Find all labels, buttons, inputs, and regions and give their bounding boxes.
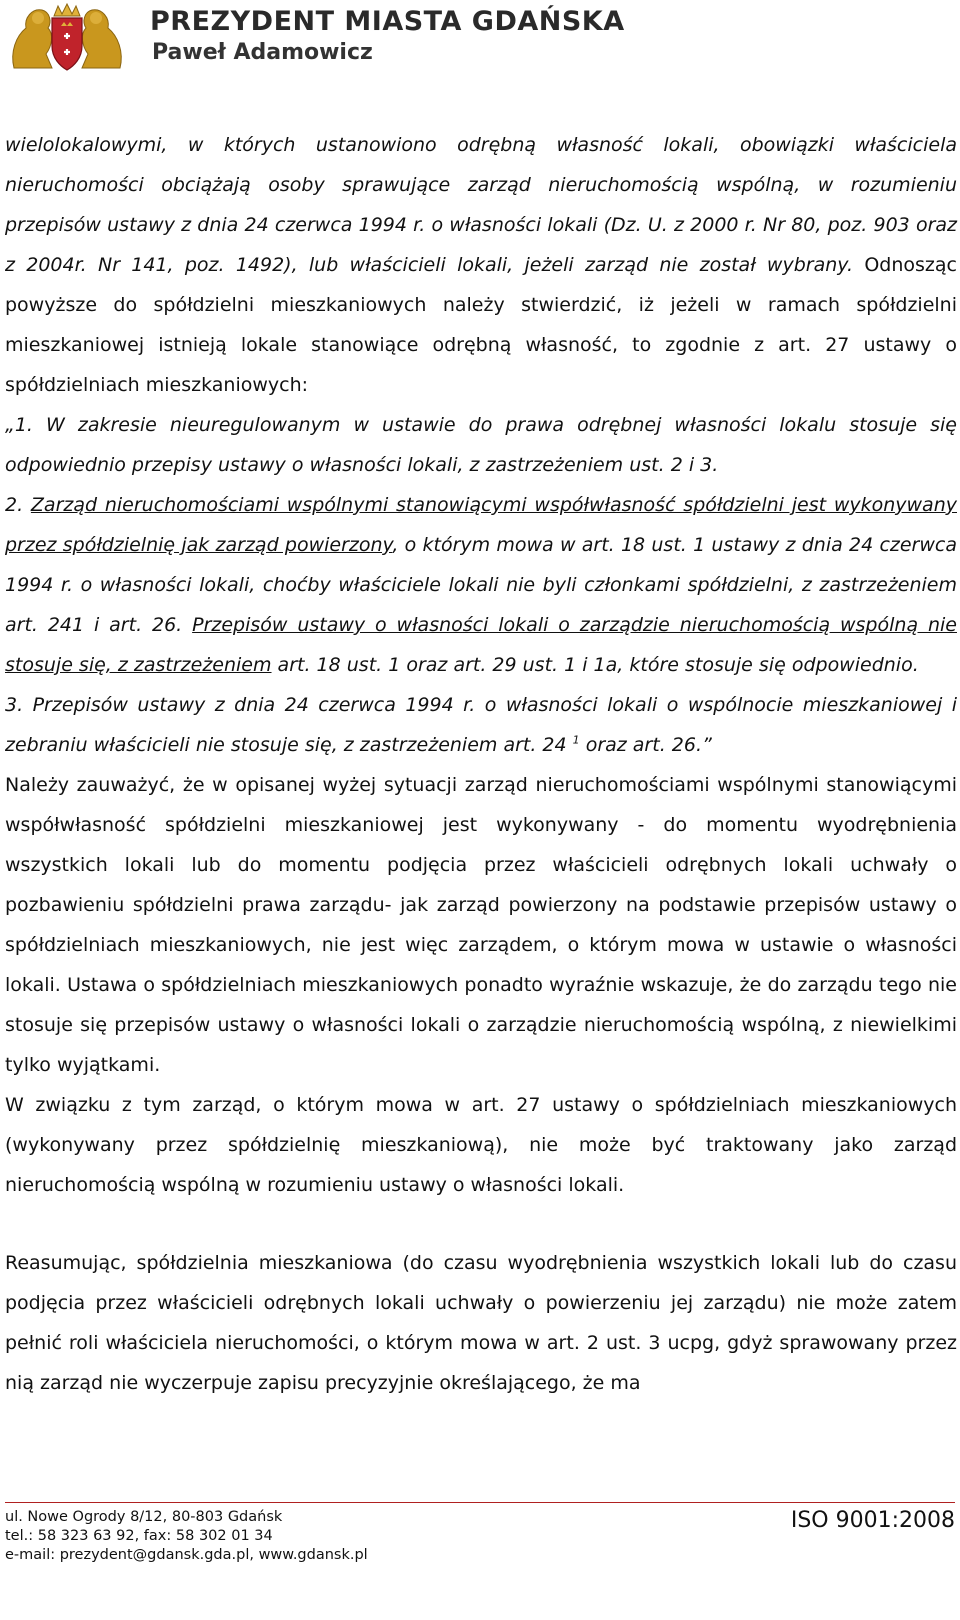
letter-body: [5, 125, 957, 1403]
footer-address-line: ul. Nowe Ogrody 8/12, 80-803 Gdańsk: [5, 1509, 283, 1525]
quote-point-3-main: 3. Przepisów ustawy z dnia 24 czerwca 1994 r. o własności lokali o wspólnocie mieszkaniowej i zebraniu właścicieli nie stosuje się, z zastrzeżeniem art. 24: [5, 694, 957, 756]
paragraph-1: [5, 125, 957, 405]
paragraph-1-italic: wielolokalowymi, w których ustanowiono odrębną własność lokali, obowiązki właściciela nieruchomości obciążają osoby sprawujące zarząd nieruchomością wspólną, w rozumieniu przepisów ustawy z dnia 24 czerwca 1994 r. o własności lokali (Dz. U. z 2000 r. Nr 80, poz. 903 oraz z 2004r. Nr 141, poz. 1492), lub właścicieli lokali, jeżeli zarząd nie został wybrany.: [5, 134, 957, 276]
quote-point-2-number: 2.: [5, 494, 31, 516]
quote-point-2-underlined-1: Zarząd nieruchomościami wspólnymi stanowiącymi współwłasność spółdzielni jest wykonywany przez spółdzielnię jak zarząd powierzony: [5, 494, 957, 556]
quote-point-1: „1. W zakresie nieuregulowanym w ustawie do prawa odrębnej własności lokalu stosuje się odpowiednio przepisy ustawy o własności lokali, z zastrzeżeniem ust. 2 i 3.: [5, 414, 957, 476]
quote-point-2-end: art. 18 ust. 1 oraz art. 29 ust. 1 i 1a, które stosuje się odpowiednio.: [271, 654, 919, 676]
quote-point-3-superscript: 1: [572, 733, 580, 747]
iso-certification: ISO 9001:2008: [790, 1508, 955, 1533]
quote-point-3-end: oraz art. 26.”: [579, 734, 712, 756]
paragraph-1-rest: Odnosząc powyższe do spółdzielni mieszkaniowych należy stwierdzić, iż jeżeli w ramach spółdzielni mieszkaniowej istnieją lokale stanowiące odrębną własność, to zgodnie z art. 27 ustawy o spółdzielniach mieszkaniowych:: [5, 254, 957, 396]
footer-contact: [5, 1508, 368, 1565]
president-name: Paweł Adamowicz: [152, 40, 373, 65]
office-name: PREZYDENT MIASTA GDAŃSKA: [150, 6, 625, 37]
quote-point-2-underlined-2: Przepisów ustawy o własności lokali o zarządzie nieruchomością wspólną nie stosuje się, z zastrzeżeniem: [5, 614, 957, 676]
quote-point-2-middle: , o którym mowa w art. 18 ust. 1 ustawy z dnia 24 czerwca 1994 r. o własności lokali, choćby właściciele lokali nie byli członkami spółdzielni, z zastrzeżeniem art. 241 i art. 26.: [5, 534, 957, 636]
paragraph-2: Należy zauważyć, że w opisanej wyżej sytuacji zarząd nieruchomościami wspólnymi stanowiącymi współwłasność spółdzielni mieszkaniowej jest wykonywany - do momentu wyodrębnienia wszystkich lokali lub do momentu podjęcia przez właścicieli odrębnych lokali uchwały o pozbawieniu spółdzielni prawa zarządu- jak zarząd powierzony na podstawie przepisów ustawy o spółdzielniach mieszkaniowych, nie jest więc zarządem, o którym mowa w ustawie o własności lokali. Ustawa o spółdzielniach mieszkaniowych ponadto wyraźnie wskazuje, że do zarządu tego nie stosuje się przepisów ustawy o własności lokali o zarządzie nieruchomością wspólną, z niewielkimi tylko wyjątkami.: [5, 774, 957, 1076]
footer-phone-line: tel.: 58 323 63 92, fax: 58 302 01 34: [5, 1528, 273, 1544]
footer-divider: [5, 1502, 955, 1503]
paragraph-3: W związku z tym zarząd, o którym mowa w art. 27 ustawy o spółdzielniach mieszkaniowych (wykonywany przez spółdzielnię mieszkaniową), nie może być traktowany jako zarząd nieruchomością wspólną w rozumieniu ustawy o własności lokali.: [5, 1094, 957, 1196]
paragraph-4: Reasumując, spółdzielnia mieszkaniowa (do czasu wyodrębnienia wszystkich lokali lub do czasu podjęcia przez właścicieli odrębnych lokali uchwały o powierzeniu jej zarządu) nie może zatem pełnić roli właściciela nieruchomości, o którym mowa w art. 2 ust. 3 ucpg, gdyż sprawowany przez nią zarząd nie wyczerpuje zapisu precyzyjnie określającego, że ma: [5, 1252, 957, 1394]
gdansk-coat-of-arms-logo: [6, 2, 128, 72]
footer-email-line: e-mail: prezydent@gdansk.gda.pl, www.gdansk.pl: [5, 1547, 368, 1563]
quote-point-2: [5, 485, 957, 685]
quote-point-3: [5, 685, 957, 765]
paragraph-spacer: [5, 1205, 957, 1243]
letterhead: [0, 0, 960, 80]
